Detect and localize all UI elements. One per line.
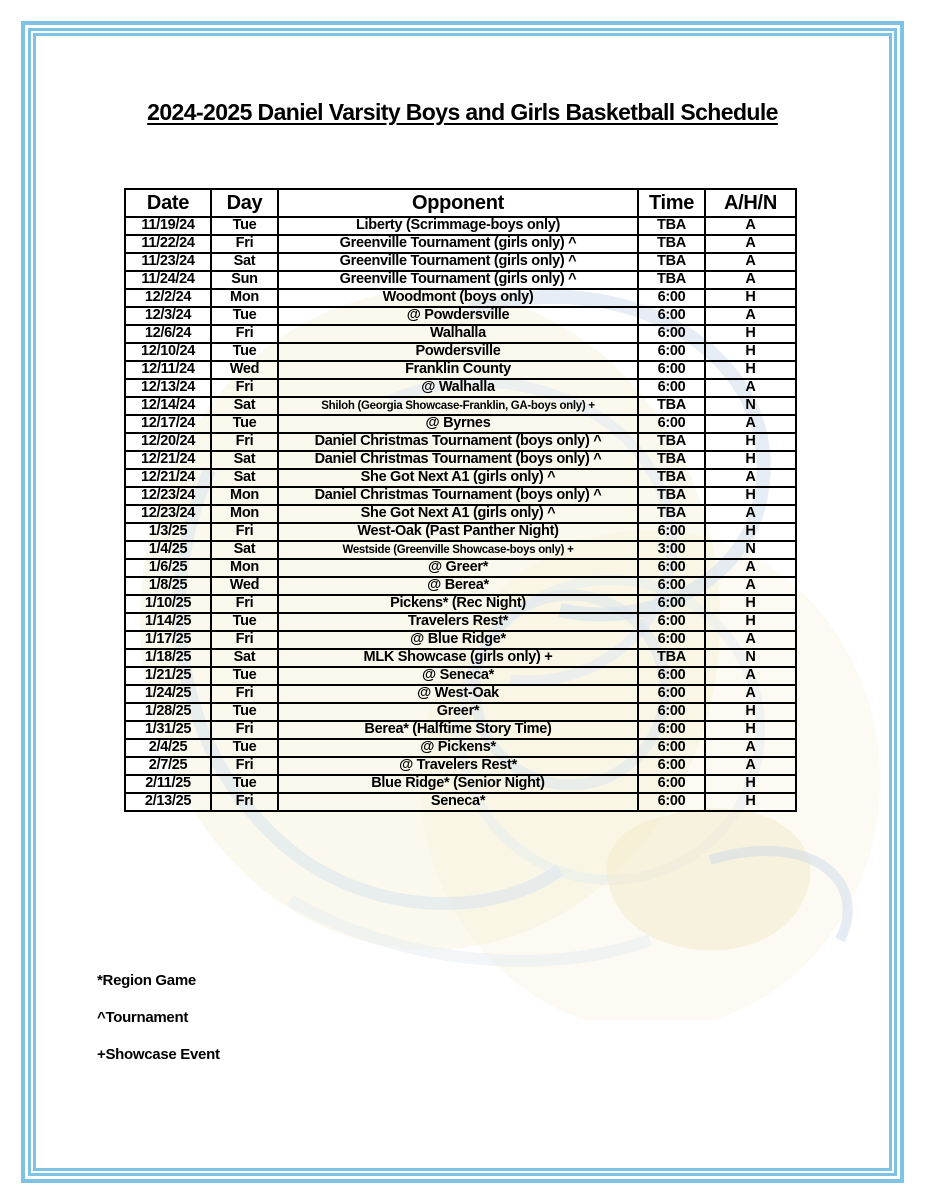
cell-site: H: [705, 595, 796, 613]
cell-date: 2/11/25: [125, 775, 211, 793]
table-row: [125, 469, 796, 487]
cell-opponent: Westside (Greenville Showcase-boys only) +: [278, 541, 638, 559]
footnotes: [97, 972, 220, 1083]
cell-site: H: [705, 775, 796, 793]
cell-time: 6:00: [638, 325, 705, 343]
table-row: [125, 559, 796, 577]
cell-day: Tue: [211, 739, 278, 757]
cell-day: Sat: [211, 649, 278, 667]
cell-date: 1/28/25: [125, 703, 211, 721]
table-row: [125, 667, 796, 685]
cell-site: N: [705, 649, 796, 667]
cell-date: 1/8/25: [125, 577, 211, 595]
cell-date: 11/24/24: [125, 271, 211, 289]
cell-opponent: @ Byrnes: [278, 415, 638, 433]
cell-date: 12/6/24: [125, 325, 211, 343]
table-row: [125, 361, 796, 379]
cell-opponent: Franklin County: [278, 361, 638, 379]
cell-site: H: [705, 487, 796, 505]
cell-site: A: [705, 685, 796, 703]
table-row: [125, 649, 796, 667]
table-row: [125, 433, 796, 451]
cell-time: TBA: [638, 253, 705, 271]
cell-date: 12/11/24: [125, 361, 211, 379]
cell-time: 6:00: [638, 757, 705, 775]
cell-site: A: [705, 577, 796, 595]
cell-opponent: Powdersville: [278, 343, 638, 361]
cell-opponent: @ Seneca*: [278, 667, 638, 685]
cell-date: 11/23/24: [125, 253, 211, 271]
cell-time: 6:00: [638, 631, 705, 649]
cell-date: 2/4/25: [125, 739, 211, 757]
cell-time: TBA: [638, 235, 705, 253]
cell-opponent: @ Greer*: [278, 559, 638, 577]
cell-day: Mon: [211, 505, 278, 523]
table-row: [125, 703, 796, 721]
cell-opponent: Travelers Rest*: [278, 613, 638, 631]
table-row: [125, 523, 796, 541]
cell-date: 12/13/24: [125, 379, 211, 397]
cell-site: A: [705, 217, 796, 235]
cell-opponent: Greenville Tournament (girls only) ^: [278, 235, 638, 253]
cell-time: 6:00: [638, 613, 705, 631]
cell-day: Tue: [211, 775, 278, 793]
cell-date: 12/17/24: [125, 415, 211, 433]
cell-day: Sat: [211, 541, 278, 559]
table-row: [125, 271, 796, 289]
cell-time: TBA: [638, 487, 705, 505]
cell-date: 2/7/25: [125, 757, 211, 775]
cell-opponent: Seneca*: [278, 793, 638, 811]
cell-date: 12/21/24: [125, 451, 211, 469]
cell-opponent: @ Travelers Rest*: [278, 757, 638, 775]
cell-site: H: [705, 613, 796, 631]
cell-site: H: [705, 325, 796, 343]
table-row: [125, 235, 796, 253]
cell-date: 1/10/25: [125, 595, 211, 613]
cell-time: TBA: [638, 397, 705, 415]
cell-date: 11/22/24: [125, 235, 211, 253]
cell-day: Mon: [211, 559, 278, 577]
cell-time: 6:00: [638, 793, 705, 811]
cell-site: A: [705, 505, 796, 523]
cell-day: Fri: [211, 757, 278, 775]
cell-day: Tue: [211, 667, 278, 685]
cell-opponent: Blue Ridge* (Senior Night): [278, 775, 638, 793]
schedule-table: [124, 188, 797, 812]
cell-date: 1/18/25: [125, 649, 211, 667]
cell-time: 6:00: [638, 775, 705, 793]
table-row: [125, 325, 796, 343]
cell-day: Wed: [211, 361, 278, 379]
cell-opponent: Liberty (Scrimmage-boys only): [278, 217, 638, 235]
cell-time: 6:00: [638, 703, 705, 721]
header-site: A/H/N: [705, 189, 796, 217]
cell-day: Mon: [211, 487, 278, 505]
table-row: [125, 415, 796, 433]
cell-date: 1/21/25: [125, 667, 211, 685]
header-day: Day: [211, 189, 278, 217]
cell-day: Tue: [211, 415, 278, 433]
cell-site: N: [705, 541, 796, 559]
cell-day: Mon: [211, 289, 278, 307]
cell-time: 6:00: [638, 523, 705, 541]
cell-site: N: [705, 397, 796, 415]
cell-day: Fri: [211, 235, 278, 253]
cell-day: Tue: [211, 613, 278, 631]
cell-site: H: [705, 721, 796, 739]
cell-site: A: [705, 559, 796, 577]
cell-day: Fri: [211, 793, 278, 811]
cell-site: A: [705, 271, 796, 289]
cell-opponent: @ Berea*: [278, 577, 638, 595]
cell-opponent: @ West-Oak: [278, 685, 638, 703]
cell-opponent: MLK Showcase (girls only) +: [278, 649, 638, 667]
cell-site: H: [705, 433, 796, 451]
cell-opponent: Shiloh (Georgia Showcase-Franklin, GA-boys only) +: [278, 397, 638, 415]
cell-day: Sat: [211, 469, 278, 487]
cell-date: 12/21/24: [125, 469, 211, 487]
footnote-region-game: *Region Game: [97, 972, 196, 989]
cell-time: TBA: [638, 505, 705, 523]
table-row: [125, 685, 796, 703]
cell-site: H: [705, 793, 796, 811]
cell-opponent: Woodmont (boys only): [278, 289, 638, 307]
cell-date: 12/23/24: [125, 505, 211, 523]
table-row: [125, 343, 796, 361]
table-row: [125, 487, 796, 505]
cell-time: TBA: [638, 433, 705, 451]
cell-site: H: [705, 361, 796, 379]
table-row: [125, 541, 796, 559]
table-row: [125, 379, 796, 397]
cell-day: Fri: [211, 721, 278, 739]
cell-day: Fri: [211, 685, 278, 703]
cell-day: Sat: [211, 253, 278, 271]
cell-opponent: @ Powdersville: [278, 307, 638, 325]
cell-date: 1/4/25: [125, 541, 211, 559]
cell-time: 6:00: [638, 559, 705, 577]
cell-opponent: Greer*: [278, 703, 638, 721]
cell-date: 2/13/25: [125, 793, 211, 811]
cell-time: TBA: [638, 469, 705, 487]
cell-site: A: [705, 631, 796, 649]
footnote-tournament: ^Tournament: [97, 1009, 189, 1026]
cell-time: 6:00: [638, 721, 705, 739]
header-date: Date: [125, 189, 211, 217]
cell-site: A: [705, 667, 796, 685]
cell-date: 1/14/25: [125, 613, 211, 631]
cell-date: 12/10/24: [125, 343, 211, 361]
cell-site: A: [705, 379, 796, 397]
cell-site: H: [705, 451, 796, 469]
cell-day: Tue: [211, 703, 278, 721]
cell-site: H: [705, 343, 796, 361]
cell-time: TBA: [638, 649, 705, 667]
cell-time: 6:00: [638, 667, 705, 685]
footnote-showcase-event: +Showcase Event: [97, 1046, 220, 1063]
cell-opponent: Greenville Tournament (girls only) ^: [278, 253, 638, 271]
table-row: [125, 577, 796, 595]
cell-day: Fri: [211, 595, 278, 613]
cell-opponent: Walhalla: [278, 325, 638, 343]
table-row: [125, 289, 796, 307]
cell-time: TBA: [638, 451, 705, 469]
cell-day: Fri: [211, 433, 278, 451]
table-row: [125, 253, 796, 271]
cell-site: A: [705, 253, 796, 271]
cell-time: 6:00: [638, 415, 705, 433]
cell-opponent: Pickens* (Rec Night): [278, 595, 638, 613]
page-title: 2024-2025 Daniel Varsity Boys and Girls Basketball Schedule: [147, 99, 778, 125]
cell-day: Fri: [211, 379, 278, 397]
cell-day: Wed: [211, 577, 278, 595]
cell-opponent: @ Blue Ridge*: [278, 631, 638, 649]
table-row: [125, 217, 796, 235]
cell-time: 6:00: [638, 361, 705, 379]
cell-time: 6:00: [638, 343, 705, 361]
cell-day: Fri: [211, 523, 278, 541]
cell-day: Tue: [211, 343, 278, 361]
cell-opponent: @ Pickens*: [278, 739, 638, 757]
cell-site: A: [705, 235, 796, 253]
cell-date: 1/17/25: [125, 631, 211, 649]
cell-time: 6:00: [638, 739, 705, 757]
cell-date: 12/23/24: [125, 487, 211, 505]
cell-time: 6:00: [638, 289, 705, 307]
table-row: [125, 739, 796, 757]
cell-time: 3:00: [638, 541, 705, 559]
table-row: [125, 505, 796, 523]
cell-time: 6:00: [638, 307, 705, 325]
cell-opponent: West-Oak (Past Panther Night): [278, 523, 638, 541]
cell-site: A: [705, 469, 796, 487]
table-row: [125, 451, 796, 469]
header-time: Time: [638, 189, 705, 217]
cell-day: Sat: [211, 451, 278, 469]
table-header-row: [125, 189, 796, 217]
cell-opponent: Berea* (Halftime Story Time): [278, 721, 638, 739]
cell-site: H: [705, 523, 796, 541]
cell-time: 6:00: [638, 379, 705, 397]
cell-site: H: [705, 289, 796, 307]
cell-time: 6:00: [638, 577, 705, 595]
cell-date: 12/14/24: [125, 397, 211, 415]
table-row: [125, 775, 796, 793]
cell-opponent: Daniel Christmas Tournament (boys only) ^: [278, 487, 638, 505]
cell-site: A: [705, 307, 796, 325]
table-row: [125, 793, 796, 811]
cell-date: 12/2/24: [125, 289, 211, 307]
cell-time: TBA: [638, 217, 705, 235]
table-row: [125, 595, 796, 613]
cell-opponent: She Got Next A1 (girls only) ^: [278, 505, 638, 523]
header-opponent: Opponent: [278, 189, 638, 217]
cell-date: 12/20/24: [125, 433, 211, 451]
cell-opponent: Greenville Tournament (girls only) ^: [278, 271, 638, 289]
cell-site: A: [705, 739, 796, 757]
table-row: [125, 631, 796, 649]
cell-time: 6:00: [638, 685, 705, 703]
table-row: [125, 613, 796, 631]
cell-opponent: @ Walhalla: [278, 379, 638, 397]
cell-date: 12/3/24: [125, 307, 211, 325]
cell-date: 1/6/25: [125, 559, 211, 577]
cell-day: Fri: [211, 325, 278, 343]
cell-day: Sun: [211, 271, 278, 289]
cell-day: Tue: [211, 217, 278, 235]
table-row: [125, 397, 796, 415]
cell-day: Sat: [211, 397, 278, 415]
cell-site: A: [705, 415, 796, 433]
cell-day: Fri: [211, 631, 278, 649]
cell-time: 6:00: [638, 595, 705, 613]
cell-day: Tue: [211, 307, 278, 325]
cell-opponent: She Got Next A1 (girls only) ^: [278, 469, 638, 487]
table-row: [125, 307, 796, 325]
cell-site: A: [705, 757, 796, 775]
cell-date: 11/19/24: [125, 217, 211, 235]
cell-opponent: Daniel Christmas Tournament (boys only) ^: [278, 451, 638, 469]
cell-opponent: Daniel Christmas Tournament (boys only) ^: [278, 433, 638, 451]
cell-date: 1/24/25: [125, 685, 211, 703]
cell-time: TBA: [638, 271, 705, 289]
table-row: [125, 721, 796, 739]
table-row: [125, 757, 796, 775]
schedule-table-body: [125, 217, 796, 811]
cell-site: H: [705, 703, 796, 721]
cell-date: 1/31/25: [125, 721, 211, 739]
cell-date: 1/3/25: [125, 523, 211, 541]
